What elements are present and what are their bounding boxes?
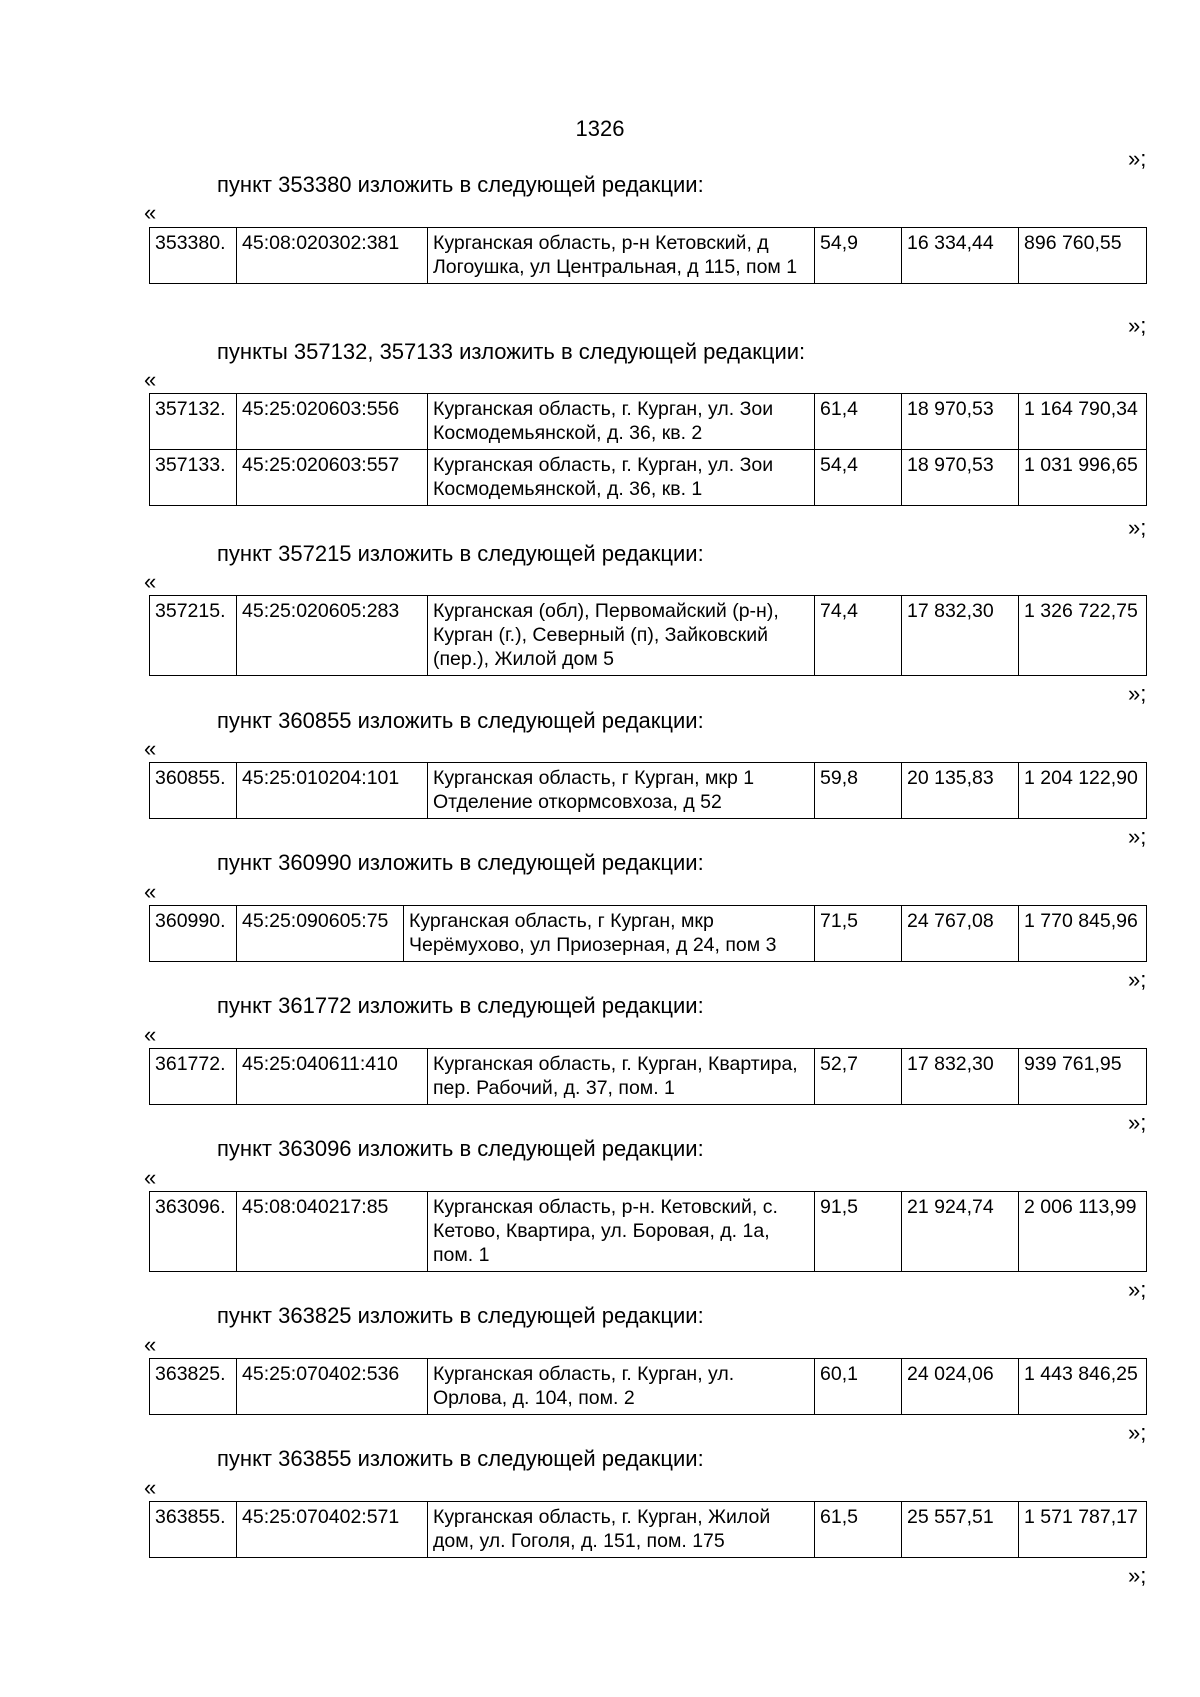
entry-table [149,1501,1147,1558]
cadastral-number: 45:25:070402:571 [237,1502,428,1558]
section-heading: пункт 361772 изложить в следующей редакции: [217,993,704,1018]
area: 54,4 [815,450,902,506]
entry-table [149,393,1147,506]
closing-quote-mark: »; [1128,1563,1147,1588]
entry-table [149,595,1147,676]
total-cost: 939 761,95 [1019,1049,1147,1105]
closing-quote-mark: »; [1128,146,1147,171]
entry-table [149,905,1147,962]
entry-number: 363825. [150,1359,237,1415]
opening-quote-mark: « [144,367,157,392]
section-heading: пункты 357132, 357133 изложить в следующей редакции: [217,339,806,364]
unit-cost: 21 924,74 [902,1192,1019,1272]
section-heading: пункт 363825 изложить в следующей редакции: [217,1303,704,1328]
total-cost: 896 760,55 [1019,228,1147,284]
closing-quote-mark: »; [1128,1277,1147,1302]
table-row [150,1192,1147,1272]
closing-quote-mark: »; [1128,1110,1147,1135]
unit-cost: 17 832,30 [902,1049,1019,1105]
closing-quote-mark: »; [1128,681,1147,706]
cadastral-number: 45:25:010204:101 [237,763,428,819]
cadastral-number: 45:25:020605:283 [237,596,428,676]
area: 52,7 [815,1049,902,1105]
section-heading: пункт 360990 изложить в следующей редакции: [217,850,704,875]
cadastral-number: 45:25:040611:410 [237,1049,428,1105]
area: 54,9 [815,228,902,284]
table-row [150,450,1147,506]
cadastral-number: 45:08:020302:381 [237,228,428,284]
address: Курганская (обл), Первомайский (р-н), Курган (г.), Северный (п), Зайковский (пер.), Жилой дом 5 [428,596,815,676]
opening-quote-mark: « [144,569,157,594]
area: 61,4 [815,394,902,450]
entry-number: 357215. [150,596,237,676]
area: 91,5 [815,1192,902,1272]
table-row [150,1502,1147,1558]
opening-quote-mark: « [144,1022,157,1047]
opening-quote-mark: « [144,200,157,225]
total-cost: 1 204 122,90 [1019,763,1147,819]
entry-table [149,1191,1147,1272]
cadastral-number: 45:25:020603:557 [237,450,428,506]
area: 71,5 [815,906,902,962]
table-row [150,763,1147,819]
section-heading: пункт 357215 изложить в следующей редакции: [217,541,704,566]
unit-cost: 20 135,83 [902,763,1019,819]
address: Курганская область, г Курган, мкр Черёмухово, ул Приозерная, д 24, пом 3 [404,906,815,962]
total-cost: 1 571 787,17 [1019,1502,1147,1558]
closing-quote-mark: »; [1128,824,1147,849]
table-row [150,596,1147,676]
cadastral-number: 45:25:020603:556 [237,394,428,450]
entry-number: 361772. [150,1049,237,1105]
entry-number: 360990. [150,906,237,962]
entry-number: 363096. [150,1192,237,1272]
total-cost: 1 031 996,65 [1019,450,1147,506]
address: Курганская область, г. Курган, Жилой дом, ул. Гоголя, д. 151, пом. 175 [428,1502,815,1558]
entry-table [149,762,1147,819]
section-heading: пункт 363855 изложить в следующей редакции: [217,1446,704,1471]
closing-quote-mark: »; [1128,313,1147,338]
closing-quote-mark: »; [1128,1420,1147,1445]
closing-quote-mark: »; [1128,515,1147,540]
entry-number: 360855. [150,763,237,819]
opening-quote-mark: « [144,1165,157,1190]
page-number: 1326 [575,116,625,141]
section-heading: пункт 363096 изложить в следующей редакции: [217,1136,704,1161]
entry-table [149,1358,1147,1415]
address: Курганская область, г. Курган, ул. Орлова, д. 104, пом. 2 [428,1359,815,1415]
address: Курганская область, г Курган, мкр 1 Отделение откормсовхоза, д 52 [428,763,815,819]
table-row [150,228,1147,284]
address: Курганская область, г. Курган, ул. Зои Космодемьянской, д. 36, кв. 1 [428,450,815,506]
entry-number: 353380. [150,228,237,284]
total-cost: 1 164 790,34 [1019,394,1147,450]
unit-cost: 18 970,53 [902,450,1019,506]
entry-table [149,227,1147,284]
section-heading: пункт 360855 изложить в следующей редакции: [217,708,704,733]
cadastral-number: 45:25:070402:536 [237,1359,428,1415]
address: Курганская область, г. Курган, Квартира, пер. Рабочий, д. 37, пом. 1 [428,1049,815,1105]
area: 59,8 [815,763,902,819]
unit-cost: 24 024,06 [902,1359,1019,1415]
unit-cost: 18 970,53 [902,394,1019,450]
opening-quote-mark: « [144,736,157,761]
table-row [150,394,1147,450]
total-cost: 1 443 846,25 [1019,1359,1147,1415]
total-cost: 1 326 722,75 [1019,596,1147,676]
area: 61,5 [815,1502,902,1558]
section-heading: пункт 353380 изложить в следующей редакции: [217,172,704,197]
unit-cost: 17 832,30 [902,596,1019,676]
address: Курганская область, г. Курган, ул. Зои Космодемьянской, д. 36, кв. 2 [428,394,815,450]
address: Курганская область, р-н. Кетовский, с. Кетово, Квартира, ул. Боровая, д. 1а, пом. 1 [428,1192,815,1272]
entry-number: 357133. [150,450,237,506]
unit-cost: 25 557,51 [902,1502,1019,1558]
opening-quote-mark: « [144,879,157,904]
area: 60,1 [815,1359,902,1415]
table-row [150,1049,1147,1105]
table-row [150,906,1147,962]
unit-cost: 16 334,44 [902,228,1019,284]
entry-table [149,1048,1147,1105]
total-cost: 2 006 113,99 [1019,1192,1147,1272]
opening-quote-mark: « [144,1332,157,1357]
cadastral-number: 45:25:090605:75 [237,906,404,962]
table-row [150,1359,1147,1415]
opening-quote-mark: « [144,1475,157,1500]
total-cost: 1 770 845,96 [1019,906,1147,962]
entry-number: 363855. [150,1502,237,1558]
closing-quote-mark: »; [1128,967,1147,992]
area: 74,4 [815,596,902,676]
cadastral-number: 45:08:040217:85 [237,1192,428,1272]
unit-cost: 24 767,08 [902,906,1019,962]
entry-number: 357132. [150,394,237,450]
address: Курганская область, р-н Кетовский, д Логоушка, ул Центральная, д 115, пом 1 [428,228,815,284]
